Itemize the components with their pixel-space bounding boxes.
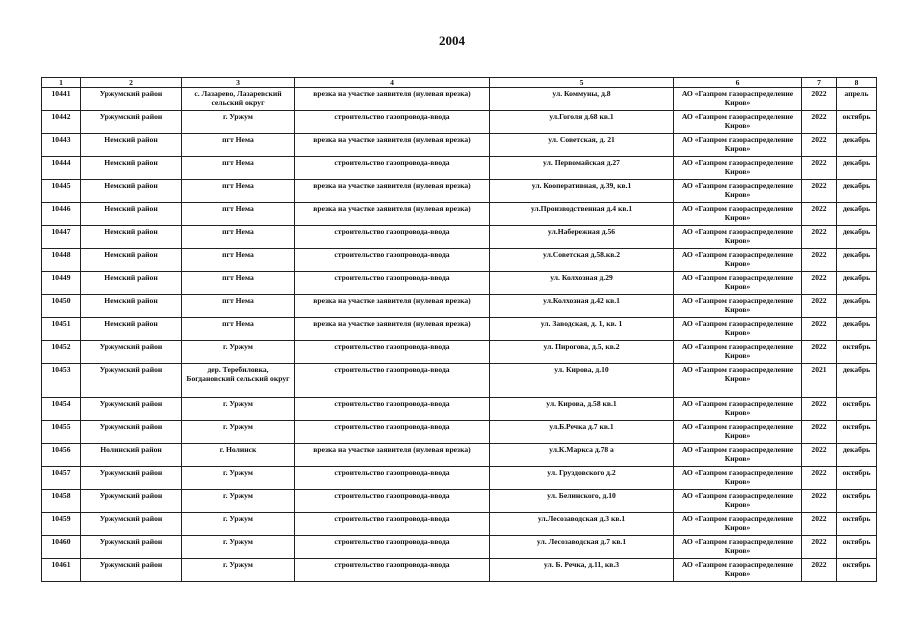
year-cell: 2022 [802,203,837,226]
district-cell: Уржумский район [81,398,182,421]
organization-cell: АО «Газпром газораспределение Киров» [674,364,802,398]
district-cell: Немский район [81,134,182,157]
row-number-cell: 10442 [42,111,81,134]
organization-cell: АО «Газпром газораспределение Киров» [674,157,802,180]
year-cell: 2021 [802,364,837,398]
district-cell: Уржумский район [81,536,182,559]
year-cell: 2022 [802,88,837,111]
locality-cell: пгт Нема [182,203,295,226]
column-number: 8 [837,78,877,88]
month-cell: октябрь [837,513,877,536]
district-cell: Немский район [81,295,182,318]
table-row [42,111,877,134]
locality-cell: г. Уржум [182,559,295,582]
table-row [42,490,877,513]
address-cell: ул. Кооперативная, д.39, кв.1 [490,180,674,203]
year-cell: 2022 [802,111,837,134]
locality-cell: г. Уржум [182,341,295,364]
address-cell: ул. Коммуны, д.8 [490,88,674,111]
district-cell: Уржумский район [81,513,182,536]
year-cell: 2022 [802,318,837,341]
year-cell: 2022 [802,513,837,536]
locality-cell: пгт Нема [182,180,295,203]
row-number-cell: 10450 [42,295,81,318]
organization-cell: АО «Газпром газораспределение Киров» [674,536,802,559]
year-cell: 2022 [802,421,837,444]
district-cell: Немский район [81,318,182,341]
locality-cell: г. Уржум [182,490,295,513]
row-number-cell: 10458 [42,490,81,513]
row-number-cell: 10460 [42,536,81,559]
organization-cell: АО «Газпром газораспределение Киров» [674,203,802,226]
month-cell: декабрь [837,180,877,203]
work-type-cell: строительство газопровода-ввода [295,513,490,536]
table-row [42,364,877,398]
address-cell: ул. Пирогова, д.5, кв.2 [490,341,674,364]
address-cell: ул. Заводская, д. 1, кв. 1 [490,318,674,341]
locality-cell: г. Уржум [182,111,295,134]
month-cell: октябрь [837,341,877,364]
column-number-row [42,78,877,88]
table-row [42,421,877,444]
year-cell: 2022 [802,490,837,513]
locality-cell: пгт Нема [182,157,295,180]
district-cell: Уржумский район [81,421,182,444]
row-number-cell: 10446 [42,203,81,226]
organization-cell: АО «Газпром газораспределение Киров» [674,318,802,341]
year-cell: 2022 [802,295,837,318]
address-cell: ул.Колхозная д.42 кв.1 [490,295,674,318]
month-cell: октябрь [837,559,877,582]
district-cell: Уржумский район [81,467,182,490]
work-type-cell: строительство газопровода-ввода [295,398,490,421]
work-type-cell: строительство газопровода-ввода [295,111,490,134]
organization-cell: АО «Газпром газораспределение Киров» [674,272,802,295]
locality-cell: г. Уржум [182,513,295,536]
organization-cell: АО «Газпром газораспределение Киров» [674,180,802,203]
address-cell: ул. Белинского, д.10 [490,490,674,513]
locality-cell: г. Уржум [182,536,295,559]
year-cell: 2022 [802,180,837,203]
locality-cell: г. Уржум [182,398,295,421]
work-type-cell: строительство газопровода-ввода [295,341,490,364]
row-number-cell: 10454 [42,398,81,421]
address-cell: ул.Советская д.58.кв.2 [490,249,674,272]
row-number-cell: 10444 [42,157,81,180]
address-cell: ул.К.Маркса д.78 а [490,444,674,467]
locality-cell: пгт Нема [182,134,295,157]
organization-cell: АО «Газпром газораспределение Киров» [674,134,802,157]
work-type-cell: строительство газопровода-ввода [295,536,490,559]
work-type-cell: врезка на участке заявителя (нулевая врезка) [295,295,490,318]
work-type-cell: строительство газопровода-ввода [295,467,490,490]
table-row [42,226,877,249]
organization-cell: АО «Газпром газораспределение Киров» [674,226,802,249]
month-cell: октябрь [837,111,877,134]
locality-cell: г. Уржум [182,421,295,444]
year-cell: 2022 [802,249,837,272]
locality-cell: с. Лазарево, Лазаревский сельский округ [182,88,295,111]
year-cell: 2022 [802,157,837,180]
row-number-cell: 10445 [42,180,81,203]
year-cell: 2022 [802,341,837,364]
registry-table [41,77,877,582]
row-number-cell: 10448 [42,249,81,272]
work-type-cell: строительство газопровода-ввода [295,559,490,582]
locality-cell: пгт Нема [182,226,295,249]
address-cell: ул. Первомайская д.27 [490,157,674,180]
district-cell: Уржумский район [81,559,182,582]
table-row [42,249,877,272]
district-cell: Уржумский район [81,490,182,513]
address-cell: ул. Б. Речка, д.11, кв.3 [490,559,674,582]
work-type-cell: строительство газопровода-ввода [295,364,490,398]
column-number: 2 [81,78,182,88]
work-type-cell: строительство газопровода-ввода [295,272,490,295]
locality-cell: дер. Теребиловка, Богдановский сельский округ [182,364,295,398]
table-row [42,203,877,226]
row-number-cell: 10459 [42,513,81,536]
page-number: 2004 [439,33,465,48]
month-cell: октябрь [837,536,877,559]
organization-cell: АО «Газпром газораспределение Киров» [674,513,802,536]
month-cell: декабрь [837,295,877,318]
table-row [42,272,877,295]
organization-cell: АО «Газпром газораспределение Киров» [674,467,802,490]
table-row [42,318,877,341]
locality-cell: пгт Нема [182,295,295,318]
work-type-cell: врезка на участке заявителя (нулевая врезка) [295,180,490,203]
month-cell: апрель [837,88,877,111]
month-cell: декабрь [837,272,877,295]
organization-cell: АО «Газпром газораспределение Киров» [674,559,802,582]
row-number-cell: 10461 [42,559,81,582]
address-cell: ул. Лесозаводская д.7 кв.1 [490,536,674,559]
organization-cell: АО «Газпром газораспределение Киров» [674,444,802,467]
table-row [42,295,877,318]
column-number: 1 [42,78,81,88]
row-number-cell: 10441 [42,88,81,111]
month-cell: декабрь [837,226,877,249]
organization-cell: АО «Газпром газораспределение Киров» [674,398,802,421]
table-row [42,467,877,490]
year-cell: 2022 [802,226,837,249]
district-cell: Уржумский район [81,341,182,364]
address-cell: ул.Производственная д.4 кв.1 [490,203,674,226]
address-cell: ул.Лесозаводская д.3 кв.1 [490,513,674,536]
district-cell: Немский район [81,157,182,180]
work-type-cell: врезка на участке заявителя (нулевая врезка) [295,318,490,341]
work-type-cell: врезка на участке заявителя (нулевая врезка) [295,88,490,111]
work-type-cell: строительство газопровода-ввода [295,226,490,249]
month-cell: декабрь [837,444,877,467]
organization-cell: АО «Газпром газораспределение Киров» [674,341,802,364]
organization-cell: АО «Газпром газораспределение Киров» [674,249,802,272]
district-cell: Немский район [81,272,182,295]
table-row [42,88,877,111]
address-cell: ул. Груздовского д.2 [490,467,674,490]
year-cell: 2022 [802,559,837,582]
table-row [42,134,877,157]
year-cell: 2022 [802,272,837,295]
locality-cell: г. Нолинск [182,444,295,467]
table-row [42,536,877,559]
locality-cell: пгт Нема [182,318,295,341]
year-cell: 2022 [802,444,837,467]
month-cell: декабрь [837,157,877,180]
address-cell: ул.Б.Речка д.7 кв.1 [490,421,674,444]
row-number-cell: 10456 [42,444,81,467]
month-cell: октябрь [837,398,877,421]
month-cell: декабрь [837,203,877,226]
month-cell: октябрь [837,490,877,513]
row-number-cell: 10447 [42,226,81,249]
table-row [42,444,877,467]
table-row [42,398,877,421]
organization-cell: АО «Газпром газораспределение Киров» [674,111,802,134]
row-number-cell: 10443 [42,134,81,157]
organization-cell: АО «Газпром газораспределение Киров» [674,421,802,444]
district-cell: Уржумский район [81,111,182,134]
work-type-cell: строительство газопровода-ввода [295,421,490,444]
row-number-cell: 10449 [42,272,81,295]
row-number-cell: 10452 [42,341,81,364]
month-cell: декабрь [837,249,877,272]
address-cell: ул.Гоголя д.68 кв.1 [490,111,674,134]
row-number-cell: 10455 [42,421,81,444]
district-cell: Уржумский район [81,88,182,111]
district-cell: Немский район [81,249,182,272]
district-cell: Нолинский район [81,444,182,467]
work-type-cell: строительство газопровода-ввода [295,490,490,513]
column-number: 3 [182,78,295,88]
table-row [42,180,877,203]
locality-cell: г. Уржум [182,467,295,490]
work-type-cell: строительство газопровода-ввода [295,249,490,272]
table-row [42,157,877,180]
row-number-cell: 10451 [42,318,81,341]
district-cell: Немский район [81,180,182,203]
month-cell: октябрь [837,467,877,490]
table-row [42,341,877,364]
column-number: 5 [490,78,674,88]
organization-cell: АО «Газпром газораспределение Киров» [674,295,802,318]
locality-cell: пгт Нема [182,272,295,295]
work-type-cell: врезка на участке заявителя (нулевая врезка) [295,134,490,157]
table-row [42,559,877,582]
month-cell: октябрь [837,421,877,444]
address-cell: ул. Кирова, д.58 кв.1 [490,398,674,421]
locality-cell: пгт Нема [182,249,295,272]
work-type-cell: врезка на участке заявителя (нулевая врезка) [295,444,490,467]
organization-cell: АО «Газпром газораспределение Киров» [674,490,802,513]
work-type-cell: строительство газопровода-ввода [295,157,490,180]
table-body [42,78,877,582]
year-cell: 2022 [802,536,837,559]
work-type-cell: врезка на участке заявителя (нулевая врезка) [295,203,490,226]
column-number: 6 [674,78,802,88]
district-cell: Немский район [81,203,182,226]
address-cell: ул. Кирова, д.10 [490,364,674,398]
month-cell: декабрь [837,318,877,341]
month-cell: декабрь [837,364,877,398]
column-number: 4 [295,78,490,88]
address-cell: ул.Набережная д.56 [490,226,674,249]
year-cell: 2022 [802,467,837,490]
year-cell: 2022 [802,134,837,157]
year-cell: 2022 [802,398,837,421]
column-number: 7 [802,78,837,88]
district-cell: Уржумский район [81,364,182,398]
address-cell: ул. Колхозная д.29 [490,272,674,295]
month-cell: декабрь [837,134,877,157]
table-row [42,513,877,536]
address-cell: ул. Советская, д. 21 [490,134,674,157]
row-number-cell: 10457 [42,467,81,490]
organization-cell: АО «Газпром газораспределение Киров» [674,88,802,111]
district-cell: Немский район [81,226,182,249]
row-number-cell: 10453 [42,364,81,398]
